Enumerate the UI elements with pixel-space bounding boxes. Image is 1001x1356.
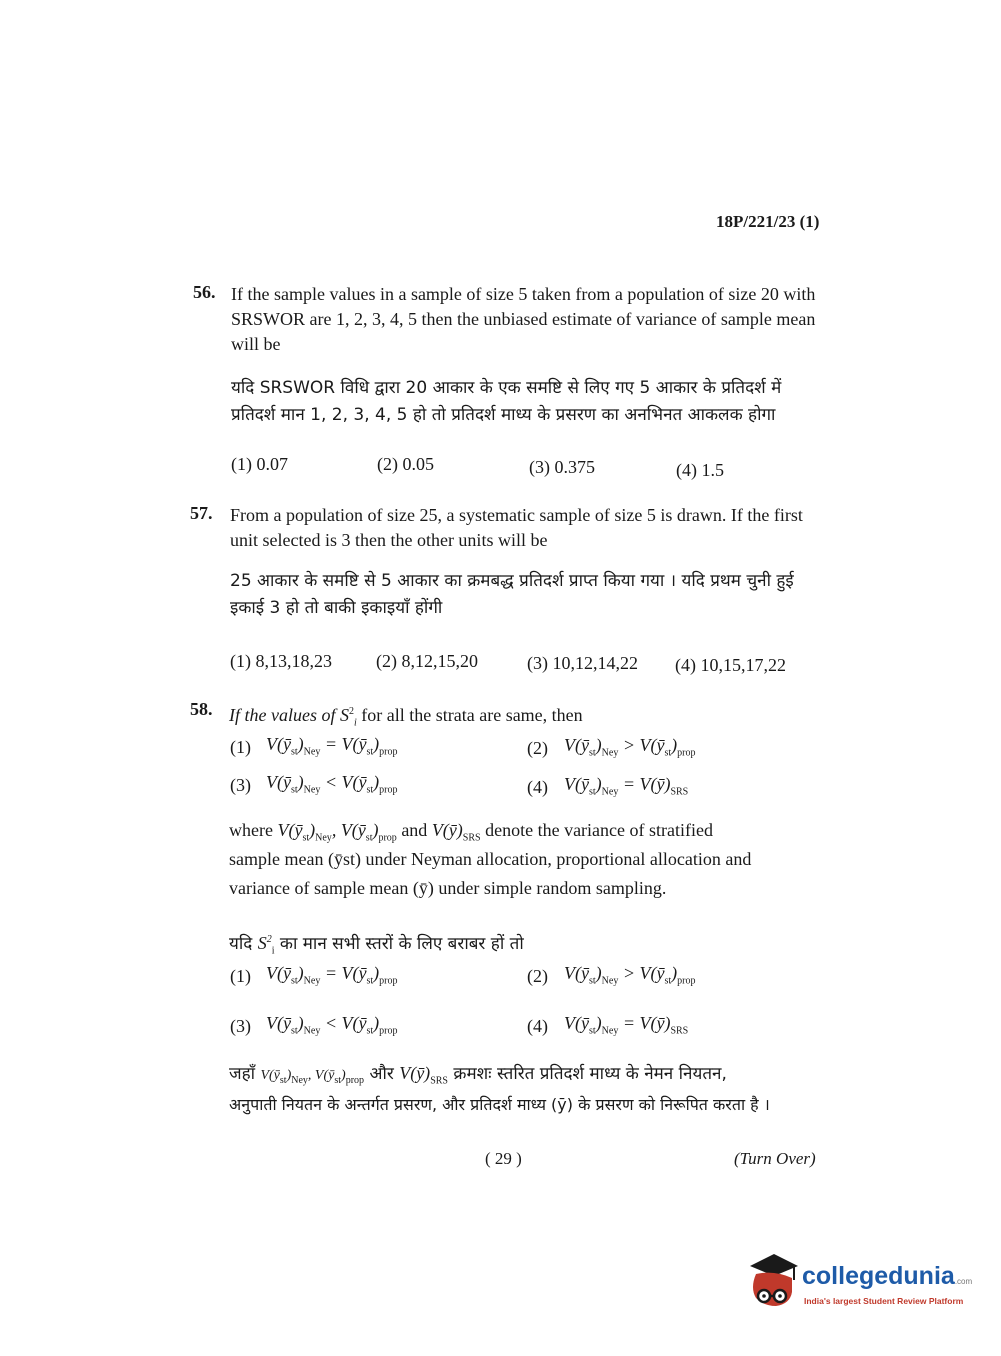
q58-option-4-formula: $V(ȳ_{st})_{Ney}$ = $V(ȳ)_{SRS}$ bbox=[564, 774, 689, 798]
hindi-where-word: जहाँ bbox=[229, 1064, 256, 1084]
question-56-hindi: यदि SRSWOR विधि द्वारा 20 आकार के एक समष्टि से लिए गए 5 आकार के प्रतिदर्श में प्रतिदर्श मान 1, 2, 3, 4, 5 हो तो प्रतिदर्श माध्य के प्रसरण का अनभिनत आकलक होगा bbox=[231, 378, 782, 425]
hindi-and-word: और bbox=[369, 1064, 394, 1084]
mascot-icon bbox=[746, 1252, 802, 1316]
and-word: and bbox=[401, 820, 428, 840]
q58-hindi-intro: यदि $S^2_i$ का मान सभी स्तरों के लिए बराबर हों तो bbox=[229, 933, 524, 957]
q58-option-1-label: (1) bbox=[230, 737, 251, 757]
hindi-intro-tail: का मान सभी स्तरों के लिए बराबर हों तो bbox=[279, 934, 524, 954]
q58-hindi-where-line1: जहाँ $V(ȳ_{st})_{Ney}$, $V(ȳ_{st})_{prop}$ और $V(ȳ)_{SRS}$ क्रमशः स्तरित प्रतिदर्श माध्य के नेमन नियतन, bbox=[229, 1063, 727, 1087]
hindi-intro-word: यदि bbox=[229, 934, 253, 954]
hindi-where-tail: क्रमशः स्तरित प्रतिदर्श माध्य के नेमन नियतन, bbox=[453, 1064, 727, 1084]
q58-hindi-option-1-formula: $V(ȳ_{st})_{Ney}$ = $V(ȳ_{st})_{prop}$ bbox=[266, 963, 398, 987]
question-57-option-1: (1) 8,13,18,23 bbox=[230, 651, 332, 671]
turn-over: (Turn Over) bbox=[734, 1149, 816, 1168]
question-57-option-4: (4) 10,15,17,22 bbox=[675, 655, 786, 675]
question-56-english: If the sample values in a sample of size 5 taken from a population of size 20 with SRSWOR are 1, 2, 3, 4, 5 then the unbiased estimate of variance of sample mean will be bbox=[231, 284, 816, 354]
logo-suffix: .com bbox=[954, 1277, 973, 1286]
q58-option-1-formula: $V(ȳ_{st})_{Ney}$ = $V(ȳ_{st})_{prop}$ bbox=[266, 734, 398, 758]
question-57-number: 57. bbox=[190, 503, 213, 523]
where-tail: denote the variance of stratified bbox=[485, 820, 713, 840]
q58-hindi-option-1-label: (1) bbox=[230, 966, 251, 986]
question-57-hindi: 25 आकार के समष्टि से 5 आकार का क्रमबद्ध प्रतिदर्श प्राप्त किया गया । यदि प्रथम चुनी हुई इकाई 3 हो तो बाकी इकाइयाँ होंगी bbox=[230, 571, 794, 618]
question-58-number: 58. bbox=[190, 699, 213, 719]
question-58-intro: If the values of $S^2_i$ for all the strata are same, then bbox=[229, 705, 583, 729]
where-word: where bbox=[229, 820, 273, 840]
q58-hindi-option-4-formula: $V(ȳ_{st})_{Ney}$ = $V(ȳ)_{SRS}$ bbox=[564, 1013, 689, 1037]
question-57-english: From a population of size 25, a systematic sample of size 5 is drawn. If the first unit selected is 3 then the other units will be bbox=[230, 505, 803, 550]
question-57-option-2: (2) 8,12,15,20 bbox=[376, 651, 478, 671]
q58-option-4-label: (4) bbox=[527, 777, 548, 797]
q58-option-2-formula: $V(ȳ_{st})_{Ney}$ > $V(ȳ_{st})_{prop}$ bbox=[564, 735, 696, 759]
question-56-option-1: (1) 0.07 bbox=[231, 454, 288, 474]
q58-hindi-option-3-formula: $V(ȳ_{st})_{Ney}$ < $V(ȳ_{st})_{prop}$ bbox=[266, 1013, 398, 1037]
q58-where-line3: variance of sample mean (ȳ) under simple random sampling. bbox=[229, 878, 667, 898]
question-57-option-3: (3) 10,12,14,22 bbox=[527, 653, 638, 673]
q58-where-line2: sample mean (ȳst) under Neyman allocation, proportional allocation and bbox=[229, 849, 752, 869]
q58-option-3-label: (3) bbox=[230, 775, 251, 795]
q58-option-3-formula: $V(ȳ_{st})_{Ney}$ < $V(ȳ_{st})_{prop}$ bbox=[266, 772, 398, 796]
q58-hindi-option-2-label: (2) bbox=[527, 966, 548, 986]
q58-option-2-label: (2) bbox=[527, 738, 548, 758]
paper-code: 18P/221/23 (1) bbox=[716, 212, 820, 231]
q58-where-line1: where $V(ȳ_{st})_{Ney}$, $V(ȳ_{st})_{prop}$ and $V(ȳ)_{SRS}$ denote the variance of stratified bbox=[229, 820, 713, 844]
question-56-option-3: (3) 0.375 bbox=[529, 457, 595, 477]
question-56-option-2: (2) 0.05 bbox=[377, 454, 434, 474]
question-56-number: 56. bbox=[193, 282, 216, 302]
page-number: ( 29 ) bbox=[485, 1149, 522, 1168]
q58-hindi-option-2-formula: $V(ȳ_{st})_{Ney}$ > $V(ȳ_{st})_{prop}$ bbox=[564, 963, 696, 987]
logo-name: collegedunia bbox=[802, 1262, 955, 1290]
q58-hindi-option-4-label: (4) bbox=[527, 1016, 548, 1036]
collegedunia-logo bbox=[746, 1252, 976, 1316]
logo-tagline: India's largest Student Review Platform bbox=[804, 1296, 964, 1306]
question-56-option-4: (4) 1.5 bbox=[676, 460, 724, 480]
q58-hindi-option-3-label: (3) bbox=[230, 1016, 251, 1036]
intro-tail: for all the strata are same, then bbox=[361, 705, 583, 725]
intro-text: If the values of S bbox=[229, 705, 349, 725]
q58-hindi-where-line2: अनुपाती नियतन के अन्तर्गत प्रसरण, और प्रतिदर्श माध्य (ȳ) के प्रसरण को निरूपित करता है । bbox=[229, 1095, 770, 1114]
